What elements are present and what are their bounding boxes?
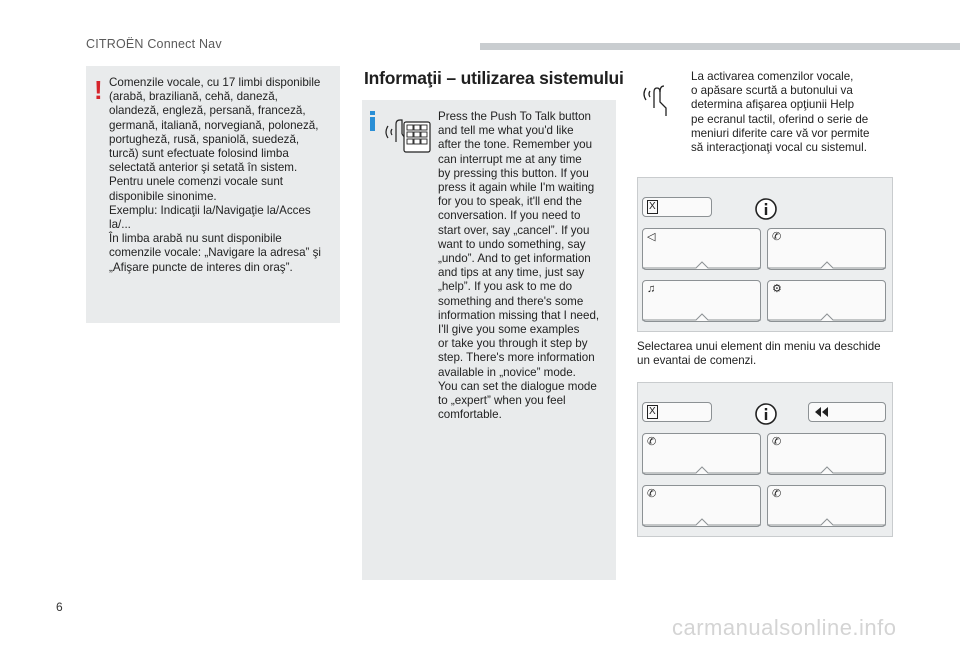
voice-command-button[interactable]	[642, 485, 761, 527]
voice-command-button[interactable]	[767, 485, 886, 527]
button-notch	[642, 260, 761, 270]
gear-icon: ⚙	[772, 283, 782, 295]
voice-menu-phone-button[interactable]	[767, 228, 886, 270]
close-icon: X	[649, 406, 656, 417]
voice-menu-navigation-button[interactable]	[642, 228, 761, 270]
button-notch	[642, 465, 761, 475]
phone-icon: ✆	[772, 231, 782, 243]
help-screen-panel-1	[637, 177, 893, 332]
help-info-icon[interactable]	[755, 198, 777, 220]
voice-menu-settings-button[interactable]	[767, 280, 886, 322]
help-screen-panel-2	[637, 382, 893, 537]
navigation-icon: ◁	[647, 231, 656, 243]
button-notch	[767, 465, 886, 475]
screen-caption: Selectarea unui element din meniu va deschide un evantai de comenzi.	[637, 340, 881, 368]
voice-menu-media-button[interactable]	[642, 280, 761, 322]
phone-icon: ✆	[647, 436, 657, 448]
warning-box	[86, 66, 340, 323]
close-icon: X	[649, 201, 656, 212]
phone-icon: ✆	[647, 488, 657, 500]
help-info-icon[interactable]	[755, 403, 777, 425]
watermark: carmanualsonline.info	[672, 615, 897, 640]
info-icon	[368, 111, 378, 131]
intro-text: La activarea comenzilor vocale, o apăsare scurtă a butonului va determina afişarea opţiunii Help pe ecranul tactil, oferind o serie de meniuri diferite care vă vor permite să interacţionaţi vocal cu sistemul.	[691, 70, 870, 155]
warning-icon: !	[94, 75, 103, 105]
push-to-talk-keypad-icon	[382, 112, 444, 156]
button-notch	[767, 312, 886, 322]
voice-hand-icon	[640, 78, 680, 118]
warning-text: Comenzile vocale, cu 17 limbi disponibile (arabă, braziliană, cehă, daneză, olandeză, engleză, persană, franceză, germană, italiană, norvegiană, poloneză, portugheză, rusă, spaniolă, suedeză, turcă) sunt efectuate folosind limba selectată anterior şi setată în sistem. Pentru unele comenzi vocale sunt disponibile sinonime. Exemplu: Indicaţii la/Navigaţie la/Acces la/... În limba arabă nu sunt disponibile comenzile vocale: „Navigare la adresa” şi „Afişare puncte de interes din oraş”.	[109, 76, 321, 274]
button-notch	[767, 260, 886, 270]
button-notch	[642, 312, 761, 322]
button-notch	[767, 517, 886, 527]
phone-icon: ✆	[772, 436, 782, 448]
music-icon: ♫	[647, 283, 656, 295]
back-button[interactable]	[808, 402, 886, 422]
voice-command-button[interactable]	[767, 433, 886, 475]
close-button[interactable]	[642, 197, 712, 217]
close-button[interactable]	[642, 402, 712, 422]
voice-command-button[interactable]	[642, 433, 761, 475]
back-arrow-icon	[813, 406, 829, 418]
info-box	[362, 100, 616, 580]
header-title: CITROËN Connect Nav	[86, 37, 222, 51]
header-rule	[480, 43, 960, 50]
page-number: 6	[56, 600, 63, 614]
section-heading: Informaţii – utilizarea sistemului	[364, 68, 624, 88]
info-box-text: Press the Push To Talk button and tell me what you'd like after the tone. Remember you can interrupt me at any time by pressing this button. If you press it again while I'm waiting for you to speak, it'll end the conversation. If you need to start over, say „cancel”. If you want to undo something, say „undo”. And to get information and tips at any time, just say „help”. If you ask to me do something and there's some information missing that I need, I'll give you some examples or take you through it step by step. There's more information available in „novice” mode. You can set the dialogue mode to „expert” when you feel comfortable.	[438, 110, 600, 422]
phone-icon: ✆	[772, 488, 782, 500]
button-notch	[642, 517, 761, 527]
